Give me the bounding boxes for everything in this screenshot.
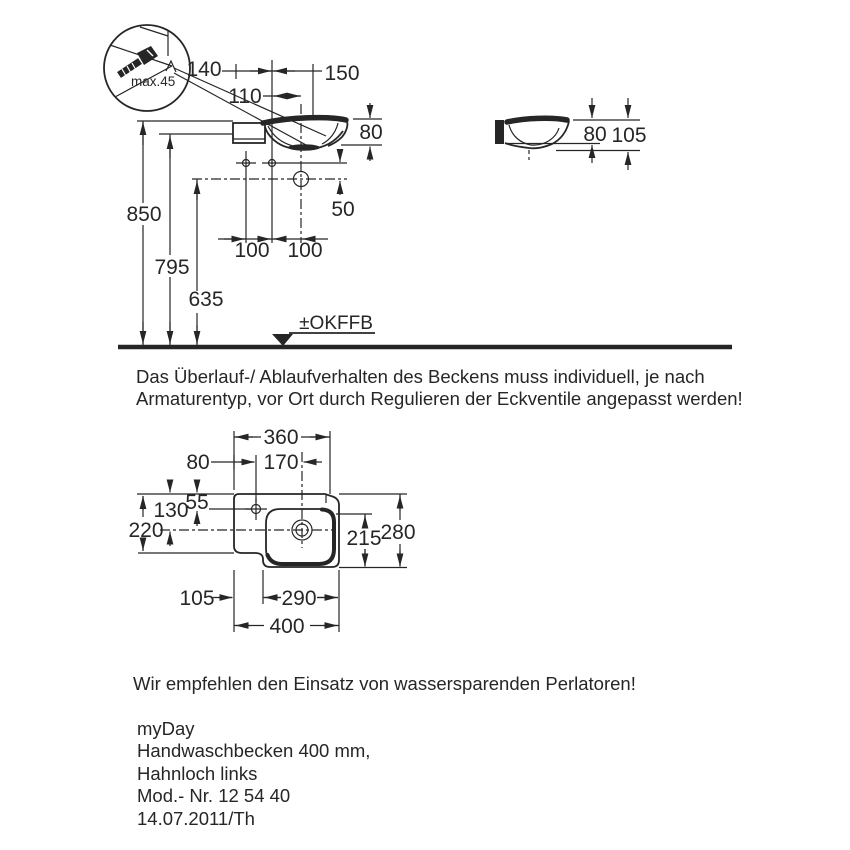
drain-boss-front	[288, 144, 320, 150]
aerator-note: Wir empfehlen den Einsatz von wassersparenden Perlatoren!	[133, 673, 636, 694]
ground-datum	[118, 313, 732, 347]
dim-400-label: 400	[269, 615, 305, 638]
dim-110-label: 110	[228, 85, 262, 108]
product-name: Handwaschbecken 400 mm,	[137, 740, 371, 762]
basin-ledge-front	[233, 123, 265, 143]
dim-140-label: 140	[186, 58, 222, 81]
dim-215-label: 215	[346, 527, 382, 550]
datum-label: ±OKFFB	[299, 313, 373, 334]
product-date-ref: 14.07.2011/Th	[137, 807, 255, 829]
product-tap-hole: Hahnloch links	[137, 762, 258, 784]
dim-55-label: 55	[185, 491, 209, 514]
dim-plan-80-label: 80	[186, 451, 210, 474]
dim-side-105-label: 105	[611, 124, 647, 147]
max-angle-label: max.45	[131, 74, 176, 89]
product-series: myDay	[137, 718, 195, 739]
basin-rim-side	[507, 118, 567, 122]
datum-triangle	[272, 334, 293, 346]
wall-bracket	[495, 120, 504, 144]
front-dimensions	[126, 58, 382, 345]
dim-850-label: 850	[126, 203, 162, 226]
product-block	[137, 718, 370, 830]
drain-note-line1: Das Überlauf-/ Ablaufverhalten des Beckens muss individuell, je nach	[136, 366, 705, 387]
detail-circle	[104, 25, 190, 111]
dim-220-label: 220	[128, 519, 164, 542]
basin-rim-front	[263, 118, 346, 123]
dim-front-80-label: 80	[359, 121, 383, 144]
dim-795-label: 795	[154, 256, 190, 279]
dim-50-label: 50	[331, 198, 355, 221]
drain-behavior-note	[136, 366, 743, 410]
dim-130-label: 130	[153, 499, 189, 522]
side-view	[495, 98, 647, 170]
dim-280-label: 280	[380, 521, 416, 544]
plan-dimensions	[128, 426, 415, 638]
dim-150-label: 150	[324, 62, 360, 85]
dim-plan-105-label: 105	[179, 587, 215, 610]
dim-100-right-label: 100	[287, 239, 323, 262]
dim-635-label: 635	[188, 288, 224, 311]
product-model-no: Mod.- Nr. 12 54 40	[137, 785, 291, 807]
bowl-outline-plan	[266, 509, 334, 564]
leader-line-lower	[174, 73, 308, 146]
dim-side-80-label: 80	[583, 123, 607, 146]
dim-170-label: 170	[263, 451, 299, 474]
detail-bubble	[104, 25, 326, 146]
dim-290-label: 290	[281, 587, 317, 610]
dim-100-left-label: 100	[234, 239, 270, 262]
drain-note-line2: Armaturentyp, vor Ort durch Regulieren der Eckventile angepasst werden!	[136, 388, 743, 409]
dim-360-label: 360	[263, 426, 299, 449]
